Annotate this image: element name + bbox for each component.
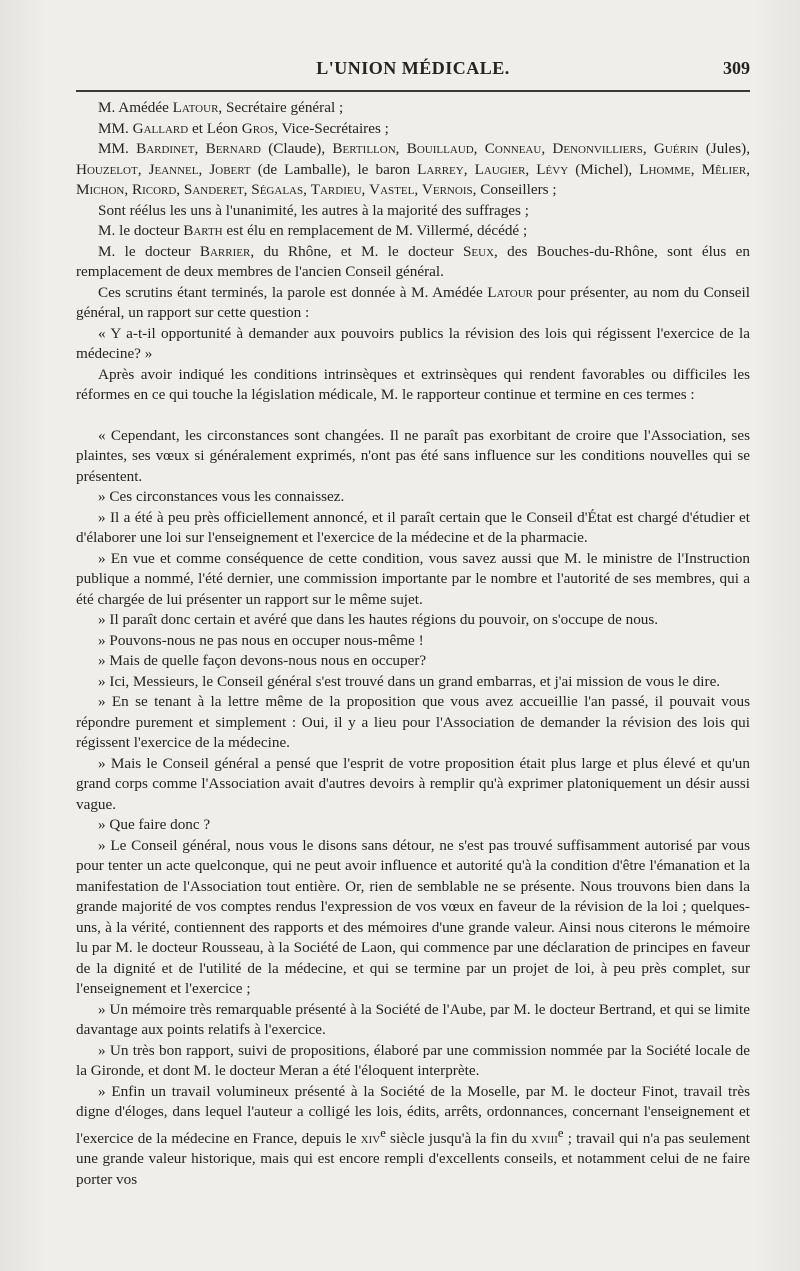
adviser-name: Vernois [421,181,473,198]
officer-vice-secretaries: MM. Gallard et Léon Gros, Vice-Secrétaires ; [98,119,389,137]
quoted-paragraph: » En vue et comme conséquence de cette condition, vous savez aussi que M. le ministre de l'Instruction publique a nommé, l'été dernier, une commission importante par le nombre et l'autorité de ses membres, qui a été chargée de lui présenter un rapport sur le même sujet. [76,549,750,608]
adviser-name: Jobert [209,160,251,178]
header-rule [76,90,750,92]
quoted-paragraph: » Il a été à peu près officiellement annoncé, et il paraît certain que le Conseil d'État est chargé d'étudier et d'élaborer une loi sur l'enseignement et l'exercice de la médecine et de la pharmacie. [76,508,750,546]
quoted-paragraph: » Mais le Conseil général a pensé que l'esprit de votre proposition était plus large et plus élevé et qu'un grand corps comme l'Association avait d'autres devoirs à remplir qu'à exprimer platoniquement un désir aussi vague. [76,754,750,813]
running-head [76,58,750,84]
adviser-name: Larrey [417,160,464,178]
paragraph: « Y a-t-il opportunité à demander aux pouvoirs publics la révision des lois qui régissent l'exercice de la médecine? » [76,324,750,362]
adviser-name: Bertillon [332,140,396,157]
adviser-name: Laugier [474,160,526,178]
quoted-paragraph: » Ici, Messieurs, le Conseil général s'est trouvé dans un grand embarras, et j'ai mission de vous le dire. [98,672,721,690]
adviser-name: Conneau [484,140,542,157]
officer-advisers: MM. Bardinet, Bernard (Claude), Bertillon, Bouillaud, Conneau, Denonvilliers, Guérin (Jules), Houzelot, Jeannel, Jobert (de Lamballe), le baron Larrey, Laugier, Lévy (Michel), Lhomme, Mêlier, Michon, Ricord, Sanderet, Ségalas, Tardieu, Vastel, Vernois, Conseillers ; [76,140,751,198]
paragraph: Ces scrutins étant terminés, la parole est donnée à M. Amédée Latour pour présenter, au nom du Conseil général, un rapport sur cette question : [76,283,750,321]
running-title: L'UNION MÉDICALE. [316,58,510,78]
paragraph: M. le docteur Barrier, du Rhône, et M. le docteur Seux, des Bouches-du-Rhône, sont élus en remplacement de deux membres de l'ancien Conseil général. [76,242,750,280]
quoted-paragraph: » Pouvons-nous ne pas nous en occuper nous-même ! [98,631,424,649]
quoted-paragraph: » Ces circonstances vous les connaissez. [98,488,345,505]
adviser-name: Sanderet [183,181,244,198]
paragraph: Après avoir indiqué les conditions intrinsèques et extrinsèques qui rendent favorables ou difficiles les réformes en ce qui touche la législation médicale, M. le rapporteur continue et termine en ces termes : [76,365,750,403]
adviser-name: Jeannel [148,160,199,178]
paragraph: M. le docteur Barth est élu en remplacement de M. Villermé, décédé ; [98,222,528,239]
page-number: 309 [723,58,750,78]
adviser-name: Denonvilliers [552,140,643,157]
adviser-name: Bardinet [136,140,195,157]
paragraph: Sont réélus les uns à l'unanimité, les autres à la majorité des suffrages ; [98,201,529,219]
quoted-paragraph: » Que faire donc ? [98,816,211,833]
adviser-name: Michon [76,181,125,198]
adviser-name: Vastel [369,181,415,198]
quoted-paragraph: » Enfin un travail volumineux présenté à la Société de la Moselle, par M. le docteur Finot, travail très digne d'éloges, dans lequel l'auteur a colligé les lois, édits, arrêts, ordonnances, concernant l'enseignement et l'exercice de la médecine en France, depuis le xiv$^e$ siècle jusqu'à la fin du xviii$^e$ ; travail qui n'a pas seulement une grande valeur historique, mais qui est encore rempli d'excellents conseils, et notamment celui de ne faire porter vos [76,1082,751,1188]
quoted-paragraph: » Un très bon rapport, suivi de propositions, élaboré par une commission nommée par la Société locale de la Gironde, et dont M. le docteur Meran a été l'éloquent interprète. [76,1041,750,1079]
adviser-name: Bouillaud [406,140,474,157]
section-gap [76,406,750,426]
adviser-name: Ségalas [251,181,304,198]
adviser-name: Mêlier [701,160,747,178]
adviser-name: Lévy [536,160,569,178]
quoted-paragraph: » Un mémoire très remarquable présenté à la Société de l'Aube, par M. le docteur Bertrand, et qui se limite davantage aux points relatifs à l'exercice. [76,1000,750,1038]
adviser-name: Houzelot [76,160,138,178]
adviser-name: Tardieu [310,181,362,198]
quoted-paragraph: » Mais de quelle façon devons-nous nous en occuper? [98,652,427,669]
adviser-name: Guérin [653,140,699,157]
quoted-paragraph: « Cependant, les circonstances sont changées. Il ne paraît pas exorbitant de croire que l'Association, ses plaintes, ses vœux si généralement exprimés, n'ont pas été sans influence sur les conditions nouvelles qui se présentent. [76,426,750,485]
quoted-paragraph: » Le Conseil général, nous vous le disons sans détour, ne s'est pas trouvé suffisamment autorisé par vous pour tenter un acte quelconque, qui ne peut avoir influence et autorité qu'à la condition d'être l'émanation et la manifestation de l'Association tout entière. Or, rien de semblable ne se présente. Nous trouvons bien dans la grande majorité de vos comptes rendus l'expression de vos vœux en faveur de la révision de la loi ; quelques-uns, à la vérité, contiennent des rapports et des mémoires d'une grande valeur. Ainsi nous citerons le mémoire lu par M. le docteur Rousseau, à la Société de Laon, qui commence par une déclaration de principes en faveur de la dignité et de l'utilité de la médecine, et qui se termine par un projet de loi, à peu près complet, sur l'enseignement et l'exercice ; [76,836,750,997]
officer-secretary-general: M. Amédée Latour, Secrétaire général ; [98,99,344,116]
adviser-name: Ricord [131,181,177,198]
adviser-name: Lhomme [639,160,691,178]
quoted-paragraph: » En se tenant à la lettre même de la proposition que vous avez accueillie l'an passé, il pouvait vous répondre purement et simplement : Oui, il y a lieu pour l'Association de demander la révision des lois qui régissent l'exercice de la médecine. [76,693,750,751]
body-text [76,98,750,1190]
quoted-paragraph: » Il paraît donc certain et avéré que dans les hautes régions du pouvoir, on s'occupe de nous. [98,611,659,628]
adviser-name: Bernard [205,140,261,157]
